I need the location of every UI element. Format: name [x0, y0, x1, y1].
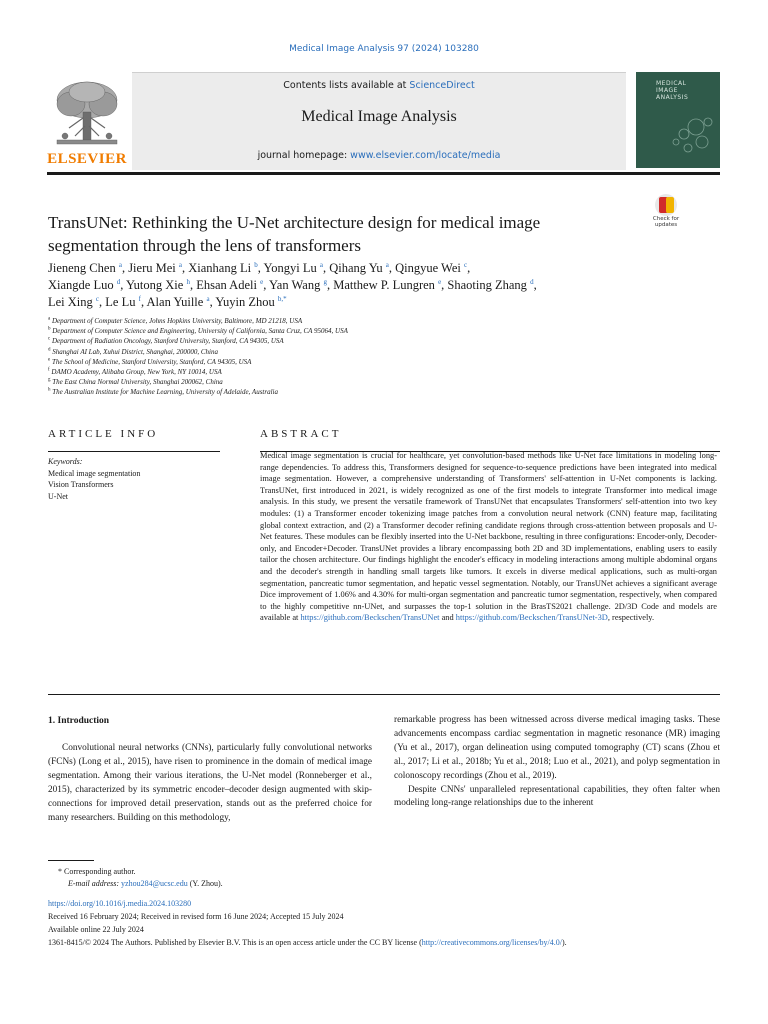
author-affiliation-mark[interactable]: c: [463, 260, 468, 269]
received-dates: Received 16 February 2024; Received in revised form 16 June 2024; Accepted 15 July 2024: [48, 912, 344, 921]
keywords-label: Keywords:: [48, 457, 83, 466]
author: [215, 295, 286, 309]
author-name: Matthew P. Lungren: [333, 278, 435, 292]
doi-link[interactable]: https://doi.org/10.1016/j.media.2024.103280: [48, 899, 192, 908]
affiliation-key: h: [48, 388, 51, 394]
email-suffix: (Y. Zhou).: [187, 879, 223, 888]
homepage-prefix: journal homepage:: [257, 150, 351, 161]
author: [126, 278, 190, 292]
journal-cover-image: [636, 72, 720, 168]
author-affiliation-mark[interactable]: a: [118, 260, 122, 269]
transunet-github-link[interactable]: https://github.com/Beckschen/TransUNet: [300, 613, 440, 623]
author: [188, 261, 257, 275]
keyword: Vision Transformers: [48, 480, 114, 489]
journal-homepage-link[interactable]: www.elsevier.com/locate/media: [350, 150, 501, 161]
affiliation: [48, 387, 708, 397]
author-name: Alan Yuille: [146, 295, 204, 309]
author: [105, 295, 141, 309]
author-name: Lei Xing: [48, 295, 93, 309]
author-name: Jieru Mei: [128, 261, 176, 275]
sciencedirect-link[interactable]: ScienceDirect: [409, 80, 475, 91]
author-name: Jieneng Chen: [48, 261, 116, 275]
abstract-text: Medical image segmentation is crucial for healthcare, yet convolution-based methods like U-Net face limitations in modeling long-range dependencies. To address this, Transformers designed for sequence-to-sequence predictions have been integrated into medical image segmentation. However, a comprehensive understanding of Transformers' self-attention in U-Net components is lacking. TransUNet, first introduced in 2021, is widely recognized as one of the first models to integrate Transformer into medical image analysis. In this study, we present the versatile framework of TransUNet that encapsulates Transformers' self-attention into two key modules: (1) a Transformer encoder tokenizing image patches from a convolution neural network (CNN) feature map, facilitating global context extraction, and (2) a Transformer decoder refining candidate regions through cross-attention between proposals and U-Net features. These modules can be flexibly inserted into the U-Net backbone, resulting in three configurations: Encoder-only, Decoder-only, and Encoder+Decoder. TransUNet provides a library encompassing both 2D and 3D implementations, enabling users to easily tailor the chosen architecture. Our findings highlight the encoder's efficacy in modeling interactions among multiple abdominal organs and the decoder's strength in handling small targets like tumors. It excels in diverse medical applications, such as multi-organ segmentation, pancreatic tumor segmentation, and hepatic vessel segmentation. Notably, our TransUNet achieves a significant average Dice improvement of 1.06% and 4.30% for multi-organ segmentation and pancreatic tumor segmentation, respectively, when compared to the highly competitive nn-UNet, and surpasses the top-1 solution in the BrasTS2021 challenge. 2D/3D Code and models are available at: [260, 451, 717, 623]
affiliation: [48, 326, 708, 336]
keywords-block: [48, 456, 223, 502]
journal-title: Medical Image Analysis: [301, 108, 457, 125]
affiliation-key: b: [48, 326, 51, 332]
header-rule: [47, 172, 720, 175]
affiliation: [48, 316, 708, 326]
article-info-heading: ARTICLE INFO: [48, 428, 159, 440]
author-affiliation-mark[interactable]: b: [254, 260, 258, 269]
corresponding-author-note: * Corresponding author.: [58, 867, 136, 876]
author-affiliation-mark[interactable]: e: [260, 277, 264, 286]
abstract-between: and: [439, 613, 456, 623]
intro-paragraph: Despite CNNs' unparalleled representational capabilities, they often falter when modeling long-range relationships due to the inherent: [394, 784, 720, 809]
cover-title-line: IMAGE: [656, 87, 678, 94]
article-info-rule: [48, 451, 220, 452]
author: [48, 261, 122, 275]
contents-line: [132, 80, 626, 91]
affiliation-key: a: [48, 316, 51, 322]
author-affiliation-mark[interactable]: a: [385, 260, 389, 269]
author-name: Yan Wang: [269, 278, 321, 292]
contents-prefix: Contents lists available at: [283, 80, 410, 91]
affiliation-text: Department of Computer Science and Engineering, University of California, Santa Cruz, CA 95064, USA: [52, 327, 348, 336]
author: [269, 278, 327, 292]
affiliation-list: [48, 316, 708, 398]
author-name: Xianhang Li: [188, 261, 252, 275]
intro-paragraph: remarkable progress has been witnessed across diverse medical imaging tasks. These advancements encompass cardiac segmentation in magnetic resonance (MR) imaging (Yu et al., 2017), organ delineation using computed tomography (CT) scans (Zhou et al., 2017; Li et al., 2018b; Yu et al., 2018; Luo et al., 2021), and polyp segmentation in colonoscopy recordings (Zhou et al., 2019).: [394, 715, 720, 781]
author-email-link[interactable]: yzhou284@ucsc.edu: [121, 879, 188, 888]
affiliation: [48, 336, 708, 346]
affiliation: [48, 377, 708, 387]
affiliation: [48, 367, 708, 377]
affiliation: [48, 347, 708, 357]
affiliation-key: f: [48, 367, 50, 373]
cc-license-link[interactable]: http://creativecommons.org/licenses/by/4.0/: [421, 938, 563, 947]
license-text: 1361-8415/© 2024 The Authors. Published by Elsevier B.V. This is an open access article under the CC BY license (: [48, 938, 422, 947]
affiliation-text: Department of Computer Science, Johns Hopkins University, Baltimore, MD 21218, USA: [51, 317, 303, 325]
section-heading-introduction: 1. Introduction: [48, 716, 110, 726]
cover-title-line: ANALYSIS: [656, 94, 689, 101]
author-affiliation-mark[interactable]: d: [116, 277, 121, 286]
author-name: Le Lu: [105, 295, 136, 309]
author-name: Shaoting Zhang: [447, 278, 527, 292]
author: [196, 278, 263, 292]
author-list: Jieneng Chen $^a$, Jieru Mei $^a$, Xianhang Li $^b$, Yongyi Lu $^a$, Qihang Yu $^a$, Qingyue Wei $^c$, Xiangde Luo $^d$, Yutong Xie $^h$, Ehsan Adeli $^e$, Yan Wang $^g$, Matthew P. Lungren $^e$, Shaoting Zhang $^d$, Lei Xing $^c$, Le Lu $^f$, Alan Yuille $^a$, Yuyin Zhou $^{b,*}$: [48, 260, 537, 309]
author-affiliation-mark[interactable]: a: [319, 260, 323, 269]
author-name: Ehsan Adeli: [196, 278, 257, 292]
transunet-3d-github-link[interactable]: https://github.com/Beckschen/TransUNet-3D: [455, 613, 608, 623]
license-suffix: ).: [562, 938, 567, 947]
check-for-updates-button[interactable]: [646, 194, 686, 230]
intro-right-column: [394, 714, 720, 811]
author: [329, 261, 389, 275]
affiliation-key: g: [48, 377, 51, 383]
homepage-line: [132, 150, 626, 161]
license-line: [48, 938, 728, 947]
affiliation-text: DAMO Academy, Alibaba Group, New York, NY 10014, USA: [51, 368, 222, 377]
footnote: [48, 866, 448, 890]
author-affiliation-mark[interactable]: c: [95, 294, 100, 303]
keyword: U-Net: [48, 491, 68, 501]
affiliation-key: c: [48, 337, 51, 343]
author-name: Qingyue Wei: [395, 261, 461, 275]
author-name: Qihang Yu: [329, 261, 383, 275]
author: [48, 295, 99, 309]
affiliation-text: The School of Medicine, Stanford University, Stanford, CA 94305, USA: [51, 357, 252, 366]
author-name: Yongyi Lu: [263, 261, 317, 275]
author-name: Xiangde Luo: [48, 278, 114, 292]
online-date: Available online 22 July 2024: [48, 925, 144, 934]
abstract-end: , respectively.: [607, 613, 655, 623]
affiliation-text: Shanghai AI Lab, Xuhui District, Shanghai, 200000, China: [52, 347, 218, 356]
intro-left-column: Convolutional neural networks (CNNs), particularly fully convolutional networks (FCNs) (Long et al., 2015), have risen to prominence in the domain of medical image segmentation. Among their various iterations, the U-Net model (Ronneberger et al., 2015), characterized by its symmetric encoder–decoder design augmented with skip-connections for improved detail preservation, stands out as the preferred choice for many researchers. Building on this methodology,: [48, 743, 372, 823]
author: [48, 278, 120, 292]
abstract-bottom-rule: [48, 694, 720, 695]
affiliation-text: The East China Normal University, Shanghai 200062, China: [52, 378, 223, 387]
email-label: E-mail address:: [68, 879, 120, 888]
author-affiliation-mark[interactable]: a: [178, 260, 182, 269]
author-name: Yuyin Zhou: [215, 295, 275, 309]
footnote-rule: [48, 860, 94, 861]
affiliation-key: d: [48, 347, 51, 353]
author-affiliation-mark[interactable]: a: [206, 294, 210, 303]
elsevier-wordmark: ELSEVIER: [47, 151, 127, 167]
author-affiliation-mark[interactable]: g: [323, 277, 327, 286]
author-affiliation-mark[interactable]: f: [138, 294, 141, 303]
author-name: Yutong Xie: [126, 278, 184, 292]
author-affiliation-mark[interactable]: e: [438, 277, 442, 286]
check-updates-label: Check for updates: [652, 216, 680, 228]
keyword: Medical image segmentation: [48, 468, 141, 478]
affiliation-text: Department of Radiation Oncology, Stanford University, Stanford, CA 94305, USA: [51, 337, 284, 346]
abstract-heading: ABSTRACT: [260, 428, 342, 440]
affiliation: [48, 357, 708, 367]
author: [395, 261, 467, 275]
abstract-body: [260, 450, 717, 624]
author: [264, 261, 324, 275]
journal-citation[interactable]: Medical Image Analysis 97 (2024) 103280: [289, 44, 479, 54]
paper-title: TransUNet: Rethinking the U-Net architecture design for medical image segmentation through the lens of transformers: [48, 213, 541, 255]
author: [128, 261, 182, 275]
author-affiliation-mark[interactable]: d: [530, 277, 534, 286]
author: [333, 278, 441, 292]
affiliation-key: e: [48, 357, 51, 363]
author-affiliation-mark[interactable]: b,*: [277, 294, 287, 303]
author: [147, 295, 210, 309]
affiliation-text: The Australian Institute for Machine Learning, University of Adelaide, Australia: [52, 388, 278, 397]
author: [447, 278, 533, 292]
cover-title-line: MEDICAL: [656, 80, 687, 87]
author-affiliation-mark[interactable]: h: [186, 277, 190, 286]
check-updates-icon: [655, 194, 677, 216]
